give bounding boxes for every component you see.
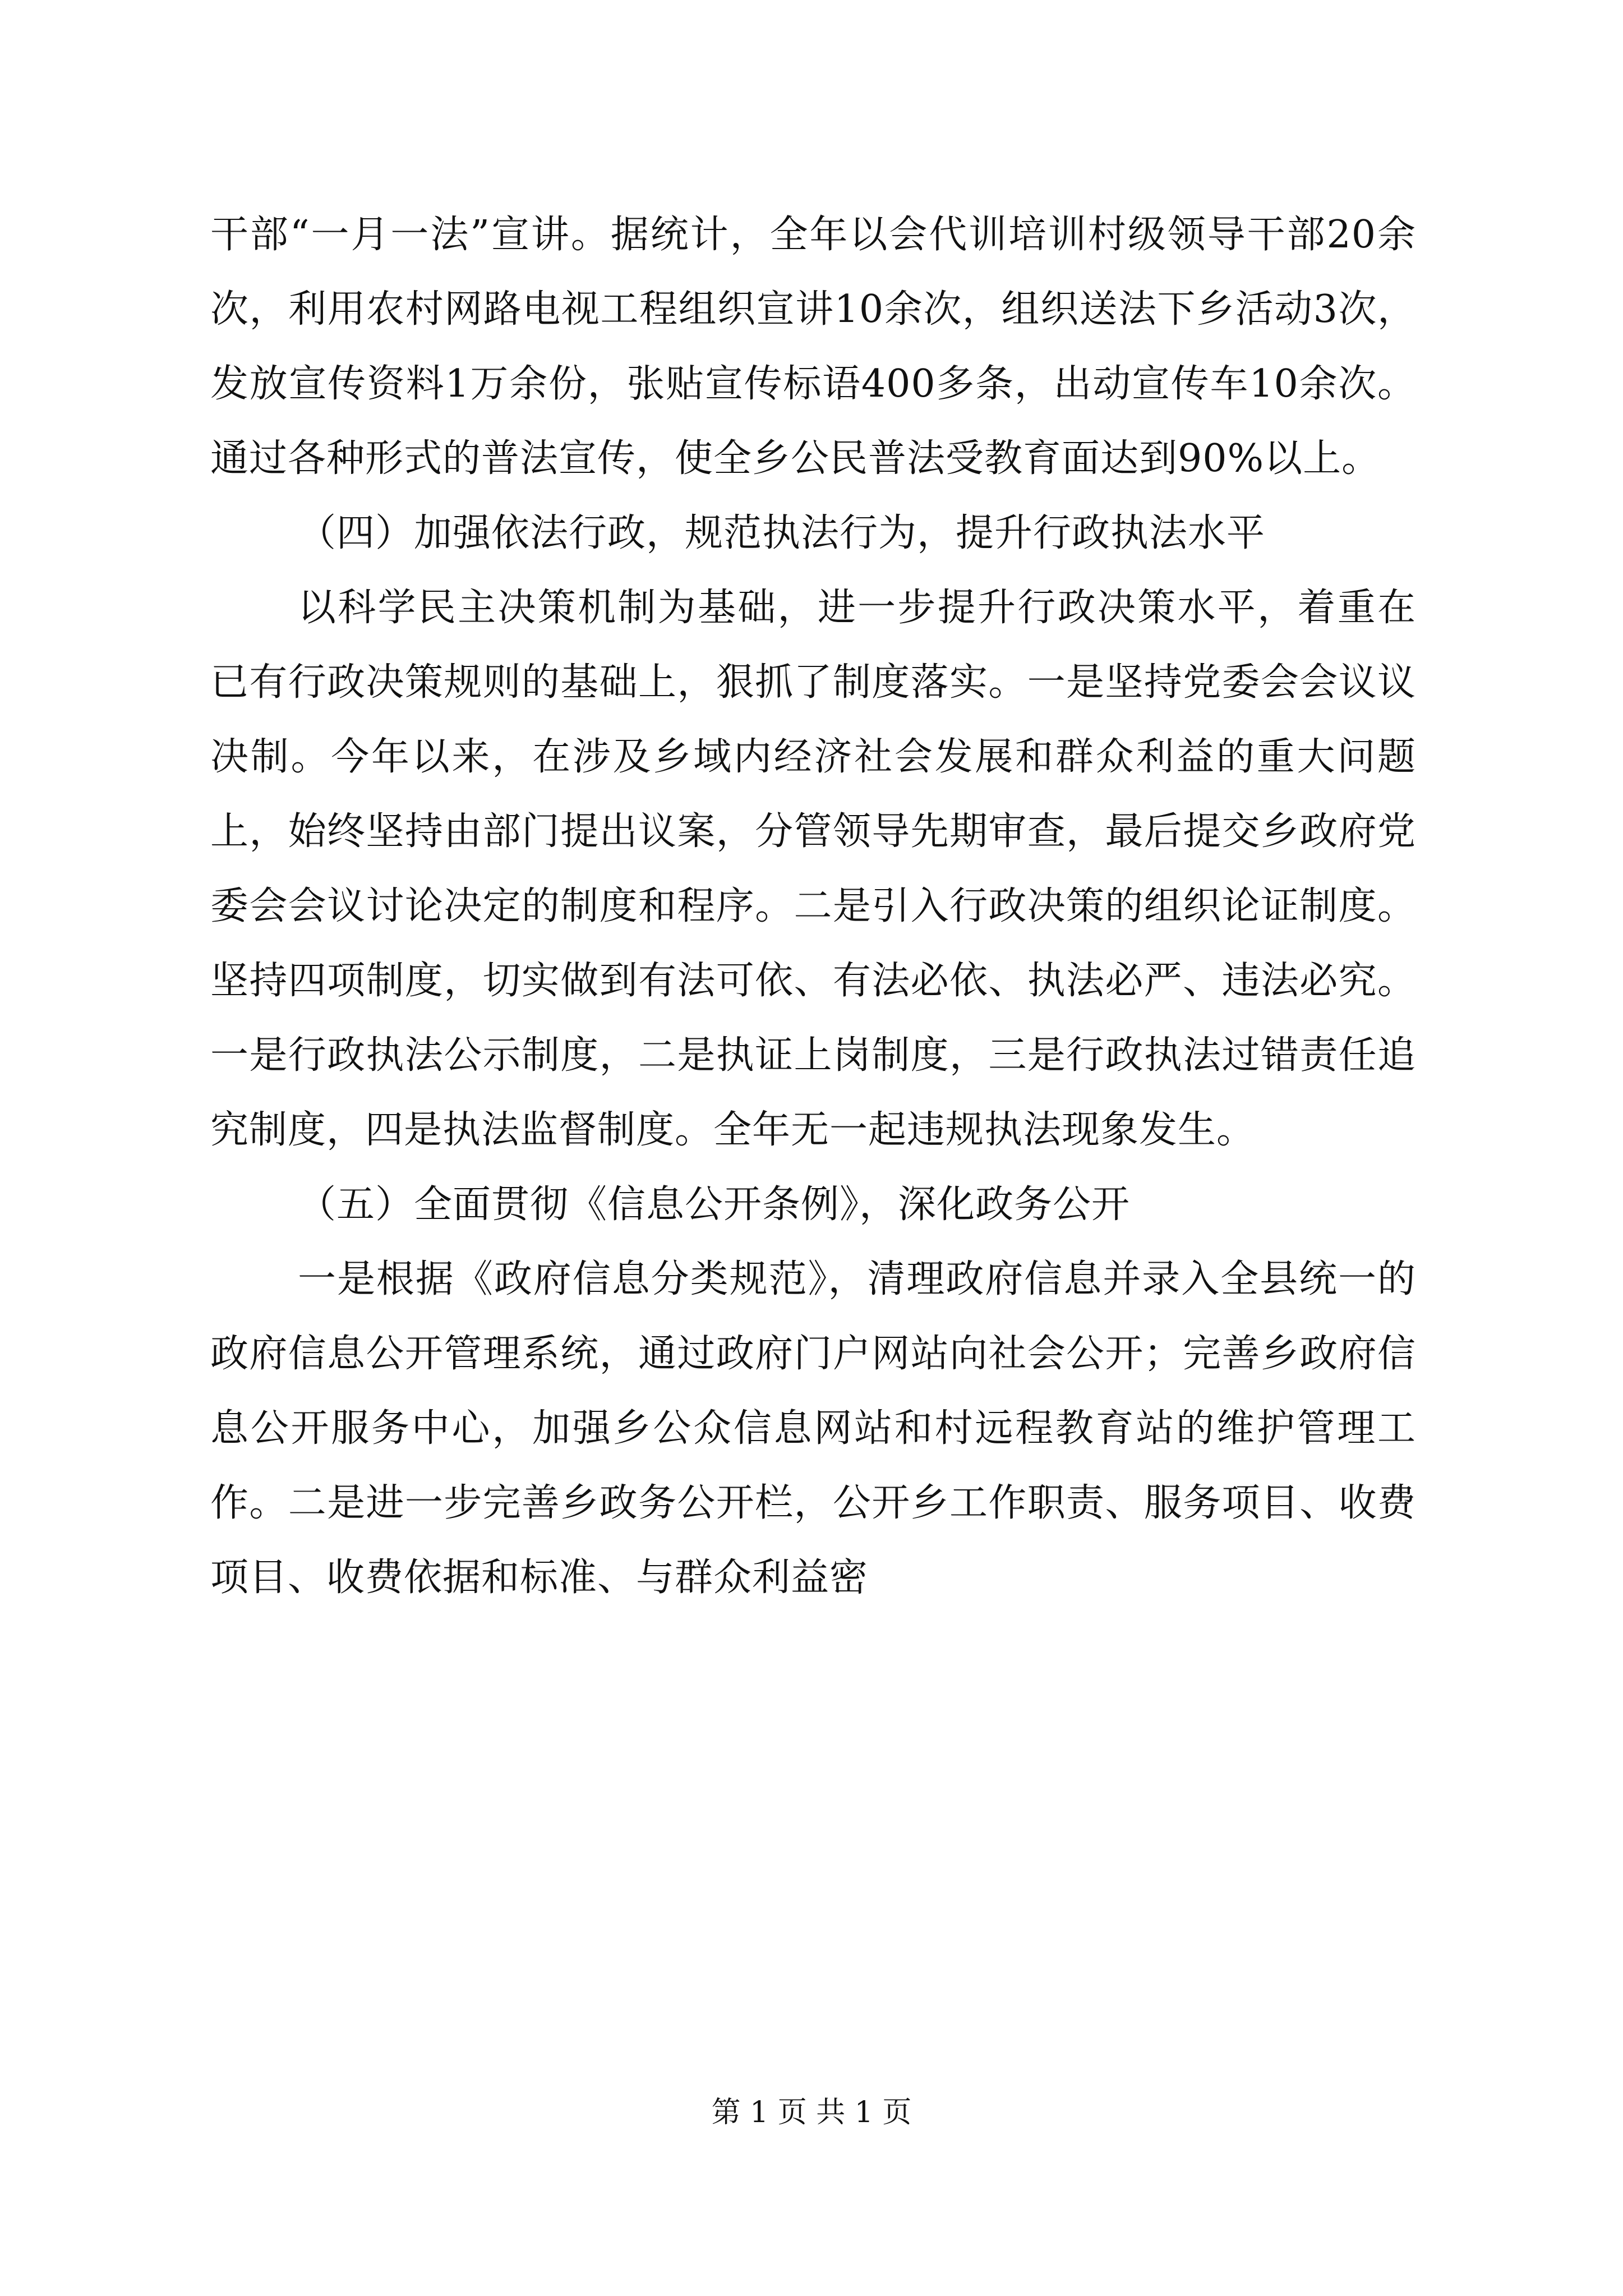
section-heading-4: （四）加强依法行政，规范执法行为，提升行政执法水平 [298, 511, 1266, 555]
document-body [210, 197, 1416, 1615]
paragraph-continued: 干部“一月一法”宣讲。据统计，全年以会代训培训村级领导干部20余次，利用农村网路电视工程组织宣讲10余次，组织送法下乡活动3次，发放宣传资料1万余份，张贴宣传标语400多条，出动宣传车10余次。通过各种形式的普法宣传，使全乡公民普法受教育面达到90%以上。 [210, 213, 1416, 481]
paragraph-information-disclosure: 一是根据《政府信息分类规范》，清理政府信息并录入全县统一的政府信息公开管理系统，通过政府门户网站向社会公开；完善乡政府信息公开服务中心，加强乡公众信息网站和村远程教育站的维护管理工作。二是进一步完善乡政务公开栏，公开乡工作职责、服务项目、收费项目、收费依据和标准、与群众利益密 [210, 1257, 1416, 1600]
page-number-label: 第 1 页 共 1 页 [711, 2096, 912, 2129]
section-heading-5: （五）全面贯彻《信息公开条例》，深化政务公开 [298, 1182, 1131, 1227]
paragraph-administrative-decisions: 以科学民主决策机制为基础，进一步提升行政决策水平，着重在已有行政决策规则的基础上，狠抓了制度落实。一是坚持党委会会议议决制。今年以来，在涉及乡域内经济社会发展和群众利益的重大问题上，始终坚持由部门提出议案，分管领导先期审查，最后提交乡政府党委会会议讨论决定的制度和程序。二是引入行政决策的组织论证制度。坚持四项制度，切实做到有法可依、有法必依、执法必严、违法必究。一是行政执法公示制度，二是执证上岗制度，三是行政执法过错责任追究制度，四是执法监督制度。全年无一起违规执法现象发生。 [210, 586, 1416, 1152]
page-footer [0, 2090, 1623, 2135]
